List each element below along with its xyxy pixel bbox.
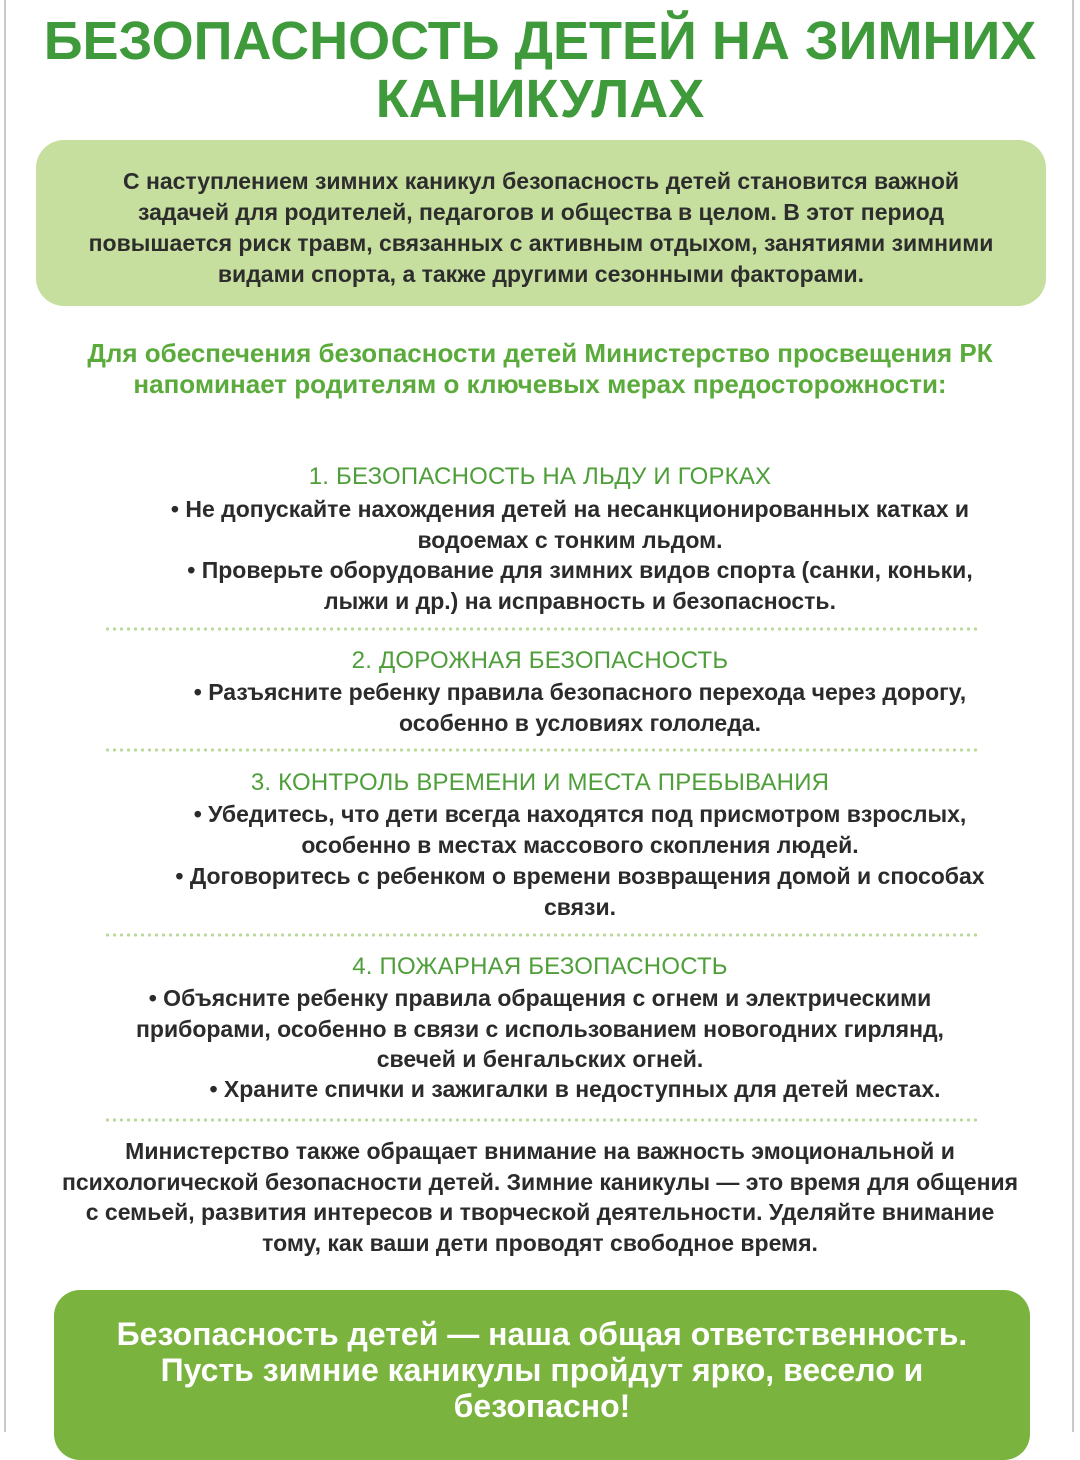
bullet-fire-2: • Храните спички и зажигалки в недоступных для детей местах. (209, 1076, 941, 1102)
closing-paragraph: Министерство также обращает внимание на важность эмоциональной и психологической безопасности детей. Зимние каникулы — это время для общения с семьей, развития интересов и творческой деятельности. Уделяйте внимание тому, как ваши дети проводят свободное время. (61, 1138, 1019, 1256)
bullet-ice-1: • Не допускайте нахождения детей на несанкционированных катках и водоемах с тонким льдом. (170, 496, 970, 553)
dotted-divider (104, 748, 978, 752)
dotted-divider (104, 1118, 978, 1122)
section-title-ice: 1. БЕЗОПАСНОСТЬ НА ЛЬДУ И ГОРКАХ (308, 463, 772, 490)
dotted-divider (104, 627, 978, 631)
bullet-road-1: • Разъясните ребенку правила безопасного перехода через дорогу, особенно в условиях гололеда. (193, 679, 967, 736)
section-title-road: 2. ДОРОЖНАЯ БЕЗОПАСНОСТЬ (351, 647, 729, 674)
section-title-supervision: 3. КОНТРОЛЬ ВРЕМЕНИ И МЕСТА ПРЕБЫВАНИЯ (250, 769, 830, 796)
subheading: Для обеспечения безопасности детей Министерство просвещения РК напоминает родителям о ключевых мерах предосторожности: (87, 338, 993, 399)
intro-box: С наступлением зимних каникул безопасность детей становится важной задачей для родителей, педагогов и общества в целом. В этот период повышается риск травм, связанных с активным отдыхом, занятиями зимними видами спорта, а также другими сезонными факторами. (36, 140, 1046, 306)
closing-banner: Безопасность детей — наша общая ответственность. Пусть зимние каникулы пройдут ярко, весело и безопасно! (54, 1290, 1030, 1460)
bullet-supervision-1: • Убедитесь, что дети всегда находятся под присмотром взрослых, особенно в местах массового скопления людей. (193, 801, 967, 858)
bullet-ice-2: • Проверьте оборудование для зимних видов спорта (санки, коньки, лыжи и др.) на исправность и безопасность. (187, 557, 973, 614)
dotted-divider (104, 933, 978, 937)
page-title: БЕЗОПАСНОСТЬ ДЕТЕЙ НА ЗИМНИХ КАНИКУЛАХ (43, 11, 1037, 129)
bullet-fire-1: • Объясните ребенку правила обращения с огнем и электрическими приборами, особенно в связи с использованием новогодних гирлянд, свечей и бенгальских огней. (136, 985, 944, 1072)
section-title-fire: 4. ПОЖАРНАЯ БЕЗОПАСНОСТЬ (352, 953, 728, 980)
bullet-supervision-2: • Договоритесь с ребенком о времени возвращения домой и способах связи. (175, 863, 985, 920)
